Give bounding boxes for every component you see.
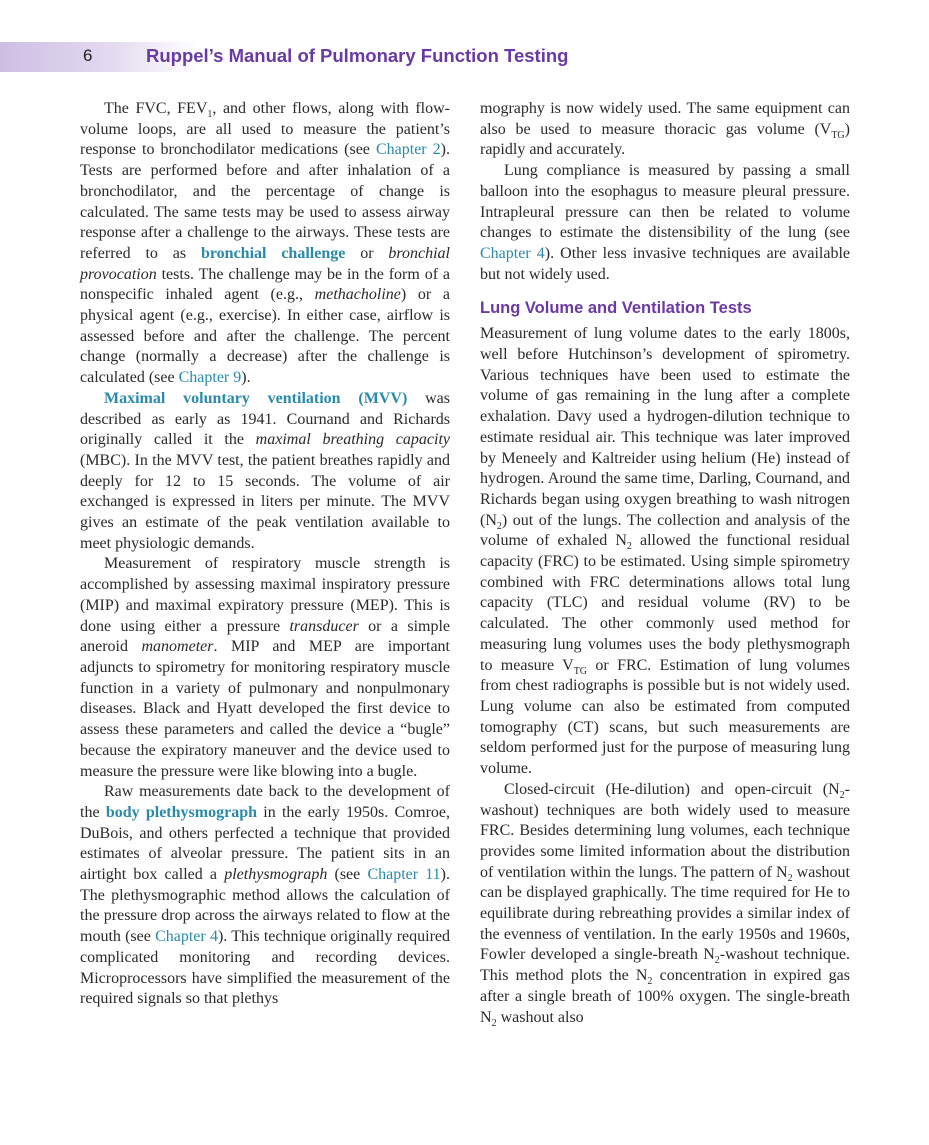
text: ). [241, 369, 251, 387]
text: , and other flows, along with flow-volume loops, are all used to measure the patient’s response to bronchodilator medications (see [80, 100, 450, 159]
text: The FVC, FEV [104, 100, 208, 117]
italic-term: manometer [141, 638, 214, 656]
key-term: bronchial challenge [200, 244, 346, 262]
subscript: 2 [496, 520, 502, 532]
text: ). Tests are performed before and after inhalation of a bronchodilator, and the percentage of change is calculated. The same tests may be used to assess airway response after a challenge to the airways. These tests are referred to as [80, 141, 450, 262]
text: Closed-circuit (He-dilution) and open-circuit (N [504, 780, 840, 798]
text: or [345, 244, 389, 262]
subscript: TG [831, 129, 845, 141]
chapter-link[interactable]: Chapter 4 [155, 928, 218, 946]
italic-term: transducer [289, 617, 359, 635]
text: concentration in expired gas after a single breath of 100% oxygen. The single-breath N [480, 967, 850, 1026]
text: in the early 1950s. Comroe, DuBois, and others perfected a technique that provided estimates of alveolar pressure. The patient sits in an airtight box called a [80, 803, 451, 884]
italic-term: maximal breathing capacity [255, 431, 451, 449]
text: ). Other less invasive techniques are available but not widely used. [480, 244, 850, 283]
subscript: 1 [207, 109, 213, 121]
text: Raw measurements date back to the development of the [80, 783, 450, 821]
chapter-link[interactable]: Chapter 4 [480, 244, 545, 262]
text: allowed the functional residual capacity (FRC) to be estimated. Using simple spirometry combined with FRC determinations allows total lung capacity (TLC) and residual volume (RV) to be calculated. The other commonly used method for measuring lung volumes uses the body plethysmograph to measure V [480, 532, 850, 674]
chapter-link[interactable]: Chapter 11 [367, 866, 441, 884]
text: -washout) techniques are both widely used to measure FRC. Besides determining lung volumes, each technique provides some limited information about the distribution of ventilation within the lungs. The pattern of N [480, 780, 850, 881]
italic-term: bronchial provocation [80, 244, 450, 283]
paragraph [480, 99, 850, 161]
left-column [80, 99, 450, 1010]
chapter-link[interactable]: Chapter 2 [375, 141, 441, 159]
section-heading: Lung Volume and Ventilation Tests [480, 299, 752, 318]
subscript: TG [573, 665, 588, 677]
paragraph [480, 324, 850, 779]
paragraph [80, 99, 450, 389]
chapter-link[interactable]: Chapter 9 [178, 369, 242, 387]
subscript: 2 [787, 872, 793, 884]
text: Measurement of respiratory muscle strength is accomplished by assessing maximal inspiratory pressure (MIP) and maximal expiratory pressure (MEP). This is done using either a pressure [80, 555, 450, 635]
text: ) rapidly and accurately. [480, 120, 850, 159]
text: mography is now widely used. The same equipment can also be used to measure thoracic gas volume (V [480, 100, 850, 138]
text: was described as early as 1941. Cournand and Richards originally called it the [80, 389, 451, 449]
text: Lung compliance is measured by passing a small balloon into the esophagus to measure pleural pressure. Intrapleural pressure can then be related to volume changes to estimate the distensibility of the lung (see [480, 162, 850, 242]
text: washout can be displayed graphically. The time required for He to equilibrate during rebreathing provides a similar index of the evenness of ventilation. In the early 1950s and 1960s, Fowler developed a single-breath N [480, 863, 851, 964]
paragraph [80, 389, 450, 555]
page-number: 6 [83, 46, 93, 65]
text: ). The plethysmographic method allows the calculation of the pressure drop across the airways related to flow at the mouth (see [80, 866, 450, 946]
text: . MIP and MEP are important adjuncts to spirometry for monitoring respiratory muscle function in a variety of pulmonary and nonpulmonary diseases. Black and Hyatt developed the first device to assess these parameters and called the device a “bugle” because the expiratory maneuver and the device used to measure the pressure were like blowing into a bugle. [80, 638, 450, 780]
text: Measurement of lung volume dates to the early 1800s, well before Hutchinson’s development of spirometry. Various techniques have been used to estimate the volume of gas remaining in the lung after a complete exhalation. Davy used a hydrogen-dilution technique to estimate residual air. This technique was later improved by Meneely and Kaltreider using helium (He) instead of hydrogen. Around the same time, Darling, Cournand, and Richards began using oxygen breathing to wash nitrogen (N [480, 325, 850, 529]
key-term: Maximal voluntary ventilation (MVV) [104, 389, 408, 407]
paragraph [480, 161, 850, 285]
running-title: Ruppel’s Manual of Pulmonary Function Testing [146, 45, 569, 66]
italic-term: methacholine [314, 286, 401, 304]
subscript: 2 [839, 789, 845, 801]
text: (see [327, 866, 368, 884]
paragraph [480, 780, 850, 1028]
key-term: body plethysmograph [105, 803, 257, 821]
text: ) out of the lungs. The collection and analysis of the volume of exhaled N [480, 511, 850, 550]
text: tests. The challenge may be in the form of a nonspecific inhaled agent (e.g., [80, 265, 450, 304]
text: or a simple aneroid [80, 617, 451, 656]
right-column [480, 99, 850, 1028]
text: (MBC). In the MVV test, the patient breathes rapidly and deeply for 12 to 15 seconds. The volume of air exchanged is expressed in liters per minute. The MVV gives an estimate of the peak ventilation available to meet physiologic demands. [80, 451, 450, 552]
subscript: 2 [491, 1017, 497, 1029]
text: ). This technique originally required complicated monitoring and recording devices. Microprocessors have simplified the measurement of the required signals so that plethys [80, 928, 450, 1008]
paragraph [80, 782, 450, 1010]
text: or FRC. Estimation of lung volumes from chest radiographs is possible but is not widely used. Lung volume can also be estimated from computed tomography (CT) scans, but such measurements are seldom performed just for the purpose of measuring lung volume. [480, 656, 850, 778]
paragraph [80, 554, 450, 782]
subscript: 2 [626, 541, 632, 553]
subscript: 2 [647, 976, 653, 988]
subscript: 2 [714, 955, 720, 967]
text: washout also [496, 1008, 584, 1026]
text: ) or a physical agent (e.g., exercise). In either case, airflow is assessed before and after the challenge. The percent change (normally a decrease) after the challenge is calculated (see [80, 286, 451, 387]
italic-term: plethysmograph [224, 866, 328, 884]
text: -washout technique. This method plots the N [480, 946, 850, 985]
